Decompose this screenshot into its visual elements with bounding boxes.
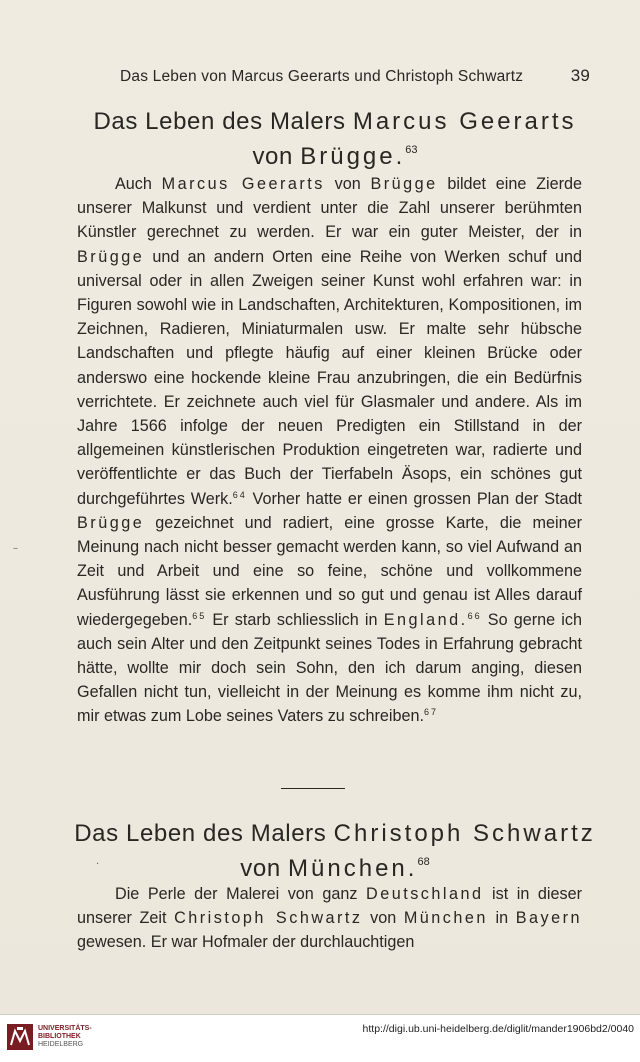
footnote-ref: 65 [192, 610, 207, 621]
running-head [120, 66, 590, 86]
running-head-title: Das Leben von Marcus Geerarts und Christoph Schwartz [120, 68, 524, 85]
section-divider [281, 788, 345, 789]
section-heading-schwartz [70, 820, 600, 883]
heading-text: von [252, 143, 301, 170]
permalink-url[interactable]: http://digi.ub.uni-heidelberg.de/diglit/mander1906bd2/0040 [362, 1023, 634, 1035]
footnote-ref: 68 [417, 856, 430, 868]
logo-line: HEIDELBERG [38, 1041, 84, 1048]
heading-place: Brügge. [300, 143, 406, 170]
viewer-footer [0, 1014, 640, 1062]
margin-mark: – [13, 543, 18, 554]
library-seal-icon [6, 1023, 34, 1051]
page-number: 39 [570, 66, 590, 85]
heading-text: von [240, 855, 289, 882]
body-paragraph-geerarts: Auch Marcus Geerarts von Brügge bildet eine Zierde unserer Malkunst und verdient unter die Zahl unserer berühmten Künstler gerechnet zu werden. Er war ein guter Meister, der in Brügge und an andern Orten eine Reihe von Werken schuf und universal oder in allen Zweigen seiner Kunst wohl erfahren war: in Figuren sowohl wie in Landschaften, Architekturen, Kompositionen, im Zeichnen, Radieren, Miniaturmalen usw. Er malte sehr hübsche Landschaften und pflegte häufig auf einer kleinen Brücke oder anderswo eine hockende kleine Frau anzubringen, die ein Bedürfnis verrichtete. Er zeichnete auch viel für Glasmaler und andere. Als im Jahre 1566 infolge der neuen Predigten ein Stillstand in der allgemeinen künstlerischen Produktion eingetreten war, radierte und veröffentlichte er das Buch der Tierfabeln Äsops, ein schönes gut durchgeführtes Werk.$^{64}$ Vorher hatte er einen grossen Plan der Stadt Brügge gezeichnet und radiert, eine grosse Karte, die meiner Meinung nach nicht besser gemacht werden kann, so viel Aufwand an Zeit und Arbeit und eine so feine, schöne und vollkommene Ausführung lässt sie erkennen und so gut und genau ist Alles darauf wiedergegeben.$^{65}$ Er starb schliesslich in England.$^{66}$ So gerne ich auch sein Alter und den Zeitpunkt seines Todes in Erfahrung gebracht hätte, wollte mir doch sein Sohn, den ich darum anging, diesen Gefallen nicht tun, vielleicht in der Meinung es komme ihm nicht zu, mir etwas zum Lobe seines Vaters zu schreiben.$^{67}$ [77, 175, 582, 726]
section-heading-geerarts [70, 108, 600, 171]
heading-place: München. [288, 855, 418, 882]
body-paragraph-schwartz: Die Perle der Malerei von ganz Deutschland ist in dieser unserer Zeit Christoph Schwartz von München in Bayern gewesen. Er war Hofmaler der durchlauchtigen [77, 885, 582, 952]
heading-text: Das Leben des Malers [93, 108, 353, 135]
heading-text: Das Leben des Malers [74, 820, 334, 847]
logo-line: BIBLIOTHEK [38, 1033, 81, 1040]
footnote-ref: 63 [405, 144, 418, 156]
heading-name: Marcus Geerarts [352, 108, 577, 135]
footnote-ref: 64 [232, 489, 247, 500]
logo-line: UNIVERSITÄTS- [38, 1025, 92, 1032]
heading-name: Christoph Schwartz [333, 820, 596, 847]
footnote-ref: 67 [424, 707, 439, 718]
margin-mark: · [96, 859, 100, 870]
library-logo[interactable] [6, 1023, 92, 1051]
footnote-ref: 66 [467, 610, 482, 621]
